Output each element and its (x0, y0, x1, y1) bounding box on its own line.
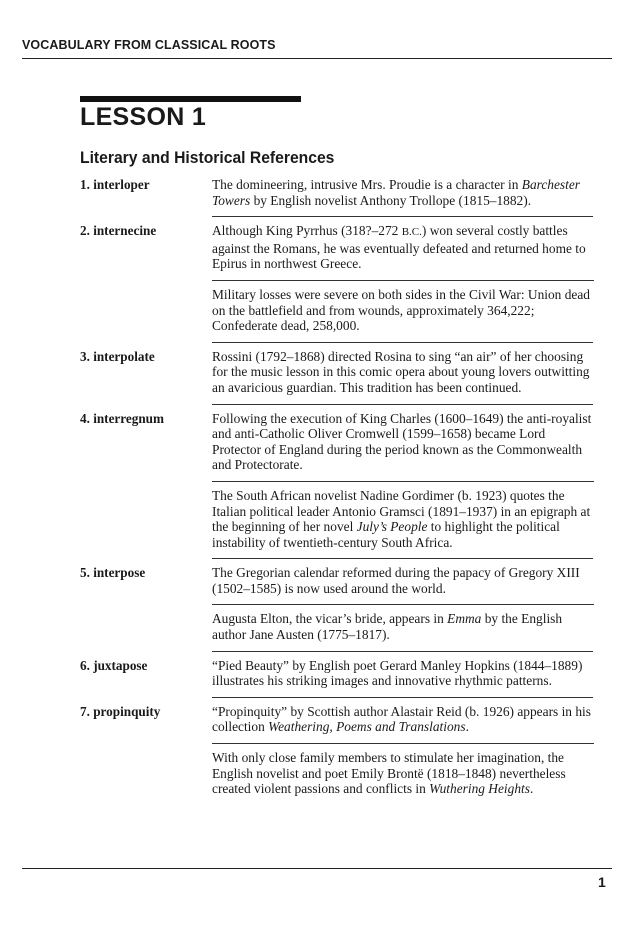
note-text: by the English author Jane Austen (1775–1817). (212, 611, 563, 643)
reference-note (212, 658, 594, 689)
italic-title: Weathering, Poems and Translations (268, 719, 466, 735)
reference-note (212, 177, 594, 208)
note-divider (212, 280, 594, 281)
reference-note (212, 611, 594, 642)
reference-note (212, 704, 594, 735)
note-text: . (465, 719, 469, 735)
note-text: “Pied Beauty” by English poet Gerard Manley Hopkins (1844–1889) illustrates his striking images and innovative rhythmic patterns. (212, 657, 583, 689)
reference-notes (212, 411, 594, 551)
note-text: The domineering, intrusive Mrs. Proudie is a character in (212, 177, 522, 192)
vocabulary-term: 1. interloper (80, 177, 150, 192)
vocabulary-term: 3. interpolate (80, 348, 155, 364)
reference-note (212, 223, 594, 272)
note-text: . (529, 781, 534, 797)
entry-divider (212, 697, 593, 698)
reference-entry (80, 411, 600, 551)
reference-notes (212, 177, 594, 208)
reference-notes (212, 704, 594, 797)
reference-entry (80, 565, 600, 642)
note-text: The South African novelist Nadine Gordimer (b. 1923) quotes the Italian political leader Antonio Gramsci (1891–1937) in an epigraph at the beginning of her novel (212, 487, 591, 535)
reference-list (80, 177, 600, 805)
reference-entry (80, 658, 600, 689)
section-title: Literary and Historical References (80, 149, 335, 167)
note-divider (212, 481, 594, 482)
note-text: Following the execution of King Charles (1600–1649) the anti-royalist and anti-Catholic Oliver Cromwell (1599–1658) became Lord Protector of England during the period known as the Commonwealth and Protectorate. (212, 410, 592, 473)
reference-notes (212, 349, 594, 396)
small-caps-text: B.C. (401, 226, 422, 239)
entry-divider (212, 216, 593, 217)
reference-notes (212, 223, 594, 334)
note-text: Rossini (1792–1868) directed Rosina to sing “an air” of her choosing for the music lesson in this comic opera about young lovers outwitting an avaricious guardian. This tradition has been continued. (212, 348, 590, 395)
lesson-title: LESSON 1 (80, 103, 207, 131)
entry-divider (212, 342, 593, 343)
reference-entry (80, 704, 600, 797)
vocabulary-term: 5. interpose (80, 565, 146, 581)
reference-note (212, 750, 594, 797)
italic-title: Wuthering Heights (429, 781, 530, 797)
reference-entry (80, 349, 600, 396)
italic-title: Barchester Towers (212, 177, 581, 208)
reference-entry (80, 177, 600, 208)
reference-note (212, 287, 594, 334)
note-text: The Gregorian calendar reformed during the papacy of Gregory XIII (1502–1585) is now used around the world. (212, 565, 580, 596)
note-text: to highlight the political instability of twentieth-century South Africa. (212, 519, 560, 550)
entry-divider (212, 651, 593, 652)
vocabulary-term: 4. interregnum (80, 410, 164, 426)
note-text: ) won several costly battles against the Romans, he was eventually defeated and returned home to Epirus in northwest Greece. (212, 223, 586, 272)
lesson-bar (80, 96, 301, 102)
note-text: Although King Pyrrhus (318?–272 (212, 223, 402, 239)
note-text: “Propinquity” by Scottish author Alastair Reid (b. 1926) appears in his collection (212, 703, 591, 735)
vocabulary-term: 6. juxtapose (80, 657, 148, 673)
entry-divider (212, 558, 593, 559)
note-divider (212, 743, 594, 744)
page-number: 1 (598, 874, 606, 890)
note-text: With only close family members to stimulate her imagination, the English novelist and poet Emily Brontë (1818–1848) nevertheless created violent passions and conflicts in (212, 750, 566, 797)
footer-rule (22, 868, 612, 869)
running-head: VOCABULARY FROM CLASSICAL ROOTS (22, 38, 276, 52)
note-divider (212, 604, 594, 605)
note-text: Augusta Elton, the vicar’s bride, appears in (212, 611, 448, 627)
reference-notes (212, 565, 594, 642)
italic-title: Emma (447, 611, 482, 627)
vocabulary-term: 7. propinquity (80, 703, 161, 719)
note-text: Military losses were severe on both sides in the Civil War: Union dead on the battlefield and from wounds, approximately 364,222; Confederate dead, 258,000. (212, 286, 591, 334)
reference-note (212, 411, 594, 473)
reference-note (212, 488, 594, 550)
reference-notes (212, 658, 594, 689)
vocabulary-term: 2. internecine (80, 223, 157, 239)
reference-note (212, 565, 594, 596)
header-rule (22, 58, 612, 59)
note-text: by English novelist Anthony Trollope (1815–1882). (250, 192, 532, 208)
entry-divider (212, 404, 593, 405)
reference-entry (80, 223, 600, 334)
italic-title: July’s People (356, 519, 428, 535)
reference-note (212, 349, 594, 396)
